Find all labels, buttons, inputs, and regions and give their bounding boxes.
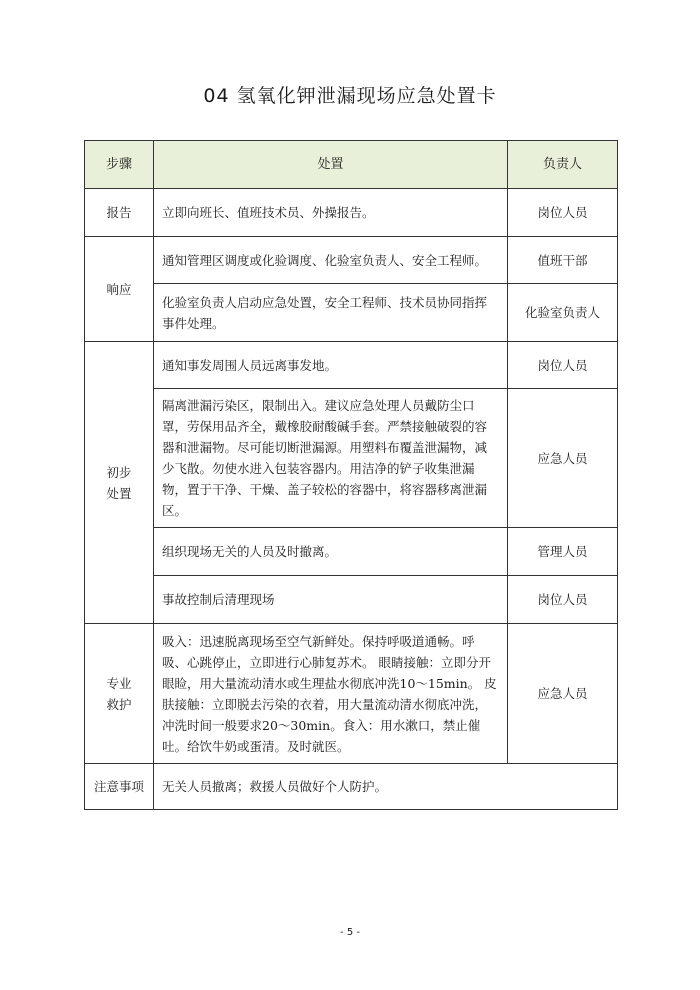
header-action: 处置	[154, 141, 508, 189]
responsible-cell: 管理人员	[508, 528, 618, 576]
table-row	[85, 576, 618, 624]
page-title: 04 氢氧化钾泄漏现场应急处置卡	[203, 85, 497, 107]
step-label-line2: 救护	[106, 696, 132, 712]
responsible-cell: 化验室负责人	[508, 284, 618, 342]
page-number: - 5 -	[340, 927, 360, 938]
action-cell: 组织现场无关的人员及时撤离。	[154, 528, 508, 576]
action-cell: 事故控制后清理现场	[154, 576, 508, 624]
responsible-cell: 应急人员	[508, 389, 618, 528]
action-cell: 无关人员撤离；救援人员做好个人防护。	[154, 764, 618, 810]
table-header-row	[85, 141, 618, 189]
action-cell: 隔离泄漏污染区，限制出入。建议应急处理人员戴防尘口罩，劳保用品齐全，戴橡胶耐酸碱手套。严禁接触破裂的容器和泄漏物。尽可能切断泄漏源。用塑料布覆盖泄漏物，减少飞散。勿使水进入包装容器内。用洁净的铲子收集泄漏物，置于干净、干燥、盖子较松的容器中，将容器移离泄漏区。	[154, 389, 508, 528]
action-cell: 通知事发周围人员远离事发地。	[154, 342, 508, 389]
table-row	[85, 284, 618, 342]
header-step: 步骤	[85, 141, 154, 189]
step-cell: 报告	[85, 189, 154, 237]
header-responsible: 负责人	[508, 141, 618, 189]
responsible-cell: 岗位人员	[508, 576, 618, 624]
emergency-card-table	[84, 140, 618, 810]
table-row	[85, 237, 618, 284]
action-cell: 吸入：迅速脱离现场至空气新鲜处。保持呼吸道通畅。呼吸、心跳停止，立即进行心肺复苏术。 眼睛接触：立即分开眼睑，用大量流动清水或生理盐水彻底冲洗10～15min。 皮肤接触：立即脱去污染的衣着，用大量流动清水彻底冲洗，冲洗时间一般要求20～30min。食入：用水漱口，禁止催吐。给饮牛奶或蛋清。及时就医。	[154, 624, 508, 764]
table-row	[85, 189, 618, 237]
action-cell: 通知管理区调度或化验调度、化验室负责人、安全工程师。	[154, 237, 508, 284]
step-cell: 响应	[85, 237, 154, 342]
step-label-line2: 处置	[106, 485, 132, 501]
table-row	[85, 342, 618, 389]
responsible-cell: 岗位人员	[508, 189, 618, 237]
step-cell	[85, 342, 154, 624]
step-cell	[85, 624, 154, 764]
table-row	[85, 528, 618, 576]
responsible-cell: 岗位人员	[508, 342, 618, 389]
action-cell: 立即向班长、值班技术员、外操报告。	[154, 189, 508, 237]
step-label-line1: 专业	[106, 675, 132, 691]
step-cell: 注意事项	[85, 764, 154, 810]
table-row	[85, 389, 618, 528]
table-row	[85, 624, 618, 764]
table-row	[85, 764, 618, 810]
responsible-cell: 值班干部	[508, 237, 618, 284]
action-cell: 化验室负责人启动应急处置，安全工程师、技术员协同指挥事件处理。	[154, 284, 508, 342]
step-label-line1: 初步	[106, 464, 132, 480]
responsible-cell: 应急人员	[508, 624, 618, 764]
